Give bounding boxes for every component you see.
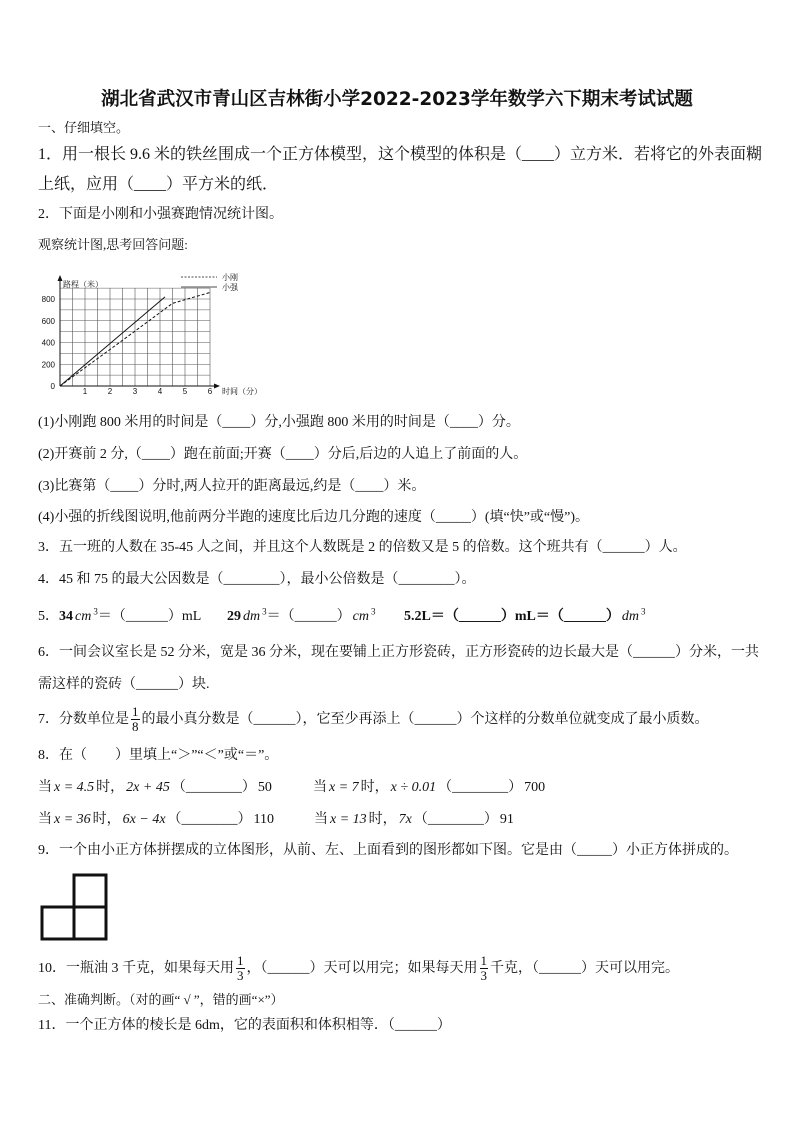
condition: x = 13	[330, 812, 367, 827]
fraction-one-eighth	[131, 705, 140, 734]
condition: x = 36	[54, 812, 91, 827]
conversion-blank: 5.2L＝（______）mL＝（______）	[404, 609, 620, 624]
compare-blank: （________）	[167, 812, 252, 827]
race-line-chart	[36, 270, 276, 400]
question-2-stem: 2．下面是小刚和小强赛跑情况统计图。	[38, 207, 283, 222]
question-2-sub-4: (4)小强的折线图说明,他前两分半跑的速度比后边几分跑的速度（_____）(填“快”或“慢”)。	[38, 510, 590, 525]
compare-blank: （________）	[413, 812, 498, 827]
question-9: 9．一个由小正方体拼摆成的立体图形，从前、左、上面看到的图形都如下图。它是由（_____）小正方体拼成的。	[38, 843, 738, 858]
unit: dm	[621, 609, 639, 624]
exponent: 3	[370, 606, 376, 617]
square-top	[74, 875, 106, 907]
x-axis-arrow	[214, 384, 220, 389]
expression: 2x + 45	[126, 780, 170, 795]
x-tick-label: 2	[107, 387, 113, 396]
section-heading-judge: 二、准确判断。（对的画“ √ ”，错的画“×”）	[38, 992, 284, 1007]
square-bottom-left	[42, 907, 74, 939]
question-8-row-2-left	[38, 810, 276, 830]
condition: x = 7	[329, 780, 359, 795]
x-tick-label: 1	[82, 387, 88, 396]
denominator: 8	[132, 719, 139, 735]
question-number: 5．	[38, 609, 59, 624]
question-4: 4．45 和 75 的最大公因数是（________），最小公倍数是（________）。	[38, 572, 476, 587]
question-1-line-1: 1．用一根长 9.6 米的铁丝围成一个正方体模型，这个模型的体积是（____）立方米．若将它的外表面糊	[38, 146, 763, 163]
y-tick-label: 200	[41, 360, 55, 370]
section-heading-fill-in: 一、仔细填空。	[38, 120, 130, 135]
expression: 6x − 4x	[122, 812, 166, 827]
question-10-pre: 10．一瓶油 3 千克，如果每天用	[38, 961, 234, 976]
fraction-one-third	[480, 954, 489, 983]
question-3: 3．五一班的人数在 35-45 人之间，并且这个人数既是 2 的倍数又是 5 的倍数。这个班共有（______）人。	[38, 540, 687, 555]
question-7	[38, 704, 709, 736]
question-2-sub-3: (3)比赛第（____）分时,两人拉开的距离最远,约是（____）米。	[38, 479, 426, 494]
exponent: 3	[262, 606, 267, 617]
y-tick-label: 600	[41, 316, 55, 326]
square-bottom-right	[74, 907, 106, 939]
page-title: 湖北省武汉市青山区吉林街小学2022-2023学年数学六下期末考试试题	[101, 89, 693, 110]
conversion-blank: ＝（______）	[266, 609, 351, 624]
when-label: 当	[313, 780, 327, 795]
question-5-part-2	[227, 605, 375, 629]
question-2-sub-1: (1)小刚跑 800 米用的时间是（____）分,小强跑 800 米用的时间是（____）分。	[38, 415, 520, 430]
then-label: 时，	[368, 812, 397, 827]
fraction-one-third	[236, 954, 245, 983]
x-tick-label: 3	[132, 387, 138, 396]
expression: x ÷ 0.01	[390, 780, 437, 795]
then-label: 时，	[360, 780, 389, 795]
when-label: 当	[314, 812, 328, 827]
question-8-row-2-right	[314, 810, 516, 830]
question-7-post: 的最小真分数是（______），它至少再添上（______）个这样的分数单位就变成了最小质数。	[141, 712, 709, 727]
question-2-sub-2: (2)开赛前 2 分,（____）跑在前面;开赛（____）分后,后边的人追上了前面的人。	[38, 447, 528, 462]
question-1-line-2: 上纸，应用（____）平方米的纸．	[38, 176, 279, 193]
denominator: 3	[237, 968, 244, 984]
series-line-2	[60, 297, 165, 386]
question-8-row-1-right	[313, 778, 547, 798]
x-tick-label: 6	[207, 387, 213, 396]
numerator: 1	[132, 704, 139, 720]
y-axis-label: 路程（米）	[63, 280, 103, 289]
question-10	[38, 953, 679, 985]
question-11: 11．一个正方体的棱长是 6dm，它的表面积和体积相等．（______）	[38, 1018, 451, 1033]
numerator: 1	[480, 953, 487, 969]
condition: x = 4.5	[54, 780, 95, 795]
x-tick-label: 4	[157, 387, 163, 396]
question-8-stem: 8．在（ ）里填上“＞”“＜”或“＝”。	[38, 748, 279, 763]
x-tick-label: 5	[182, 387, 188, 396]
when-label: 当	[38, 780, 52, 795]
compare-value: 91	[499, 812, 514, 827]
y-axis-arrow	[58, 275, 63, 281]
question-6-line-2: 需这样的瓷砖（______）块.	[38, 677, 210, 692]
y-tick-label: 0	[50, 382, 55, 391]
quantity: 29	[227, 609, 241, 624]
numerator: 1	[237, 953, 244, 969]
then-label: 时，	[96, 780, 125, 795]
question-10-post: 千克，（______）天可以用完。	[490, 961, 679, 976]
y-tick-label: 400	[41, 338, 55, 348]
compare-value: 50	[257, 780, 272, 795]
expression: 7x	[398, 812, 412, 827]
question-10-mid: ，（______）天可以用完；如果每天用	[246, 961, 478, 976]
denominator: 3	[480, 968, 487, 984]
unit: cm	[75, 609, 92, 624]
compare-blank: （________）	[438, 780, 523, 795]
question-5-part-3	[404, 605, 645, 629]
compare-value: 700	[524, 780, 546, 795]
question-6-line-1: 6．一间会议室长是 52 分米，宽是 36 分米，现在要铺上正方形瓷砖，正方形瓷砖的边长最大是（______）分米，一共	[38, 645, 759, 660]
exponent: 3	[93, 606, 98, 617]
three-view-figure	[40, 872, 110, 942]
question-8-row-1-left	[38, 778, 274, 798]
question-5-part-1	[38, 605, 201, 629]
exponent: 3	[640, 606, 646, 617]
legend-label-1: 小刚	[222, 273, 238, 282]
then-label: 时，	[92, 812, 121, 827]
compare-blank: （________）	[171, 780, 256, 795]
question-7-pre: 7．分数单位是	[38, 712, 129, 727]
question-2-prompt: 观察统计图,思考回答问题:	[38, 237, 188, 252]
conversion-blank: ＝（______）mL	[97, 609, 202, 624]
legend-label-2: 小强	[222, 283, 238, 292]
unit: cm	[352, 609, 369, 624]
compare-value: 110	[253, 812, 275, 827]
quantity: 34	[59, 609, 73, 624]
y-tick-label: 800	[41, 295, 55, 304]
x-axis-label: 时间（分）	[222, 387, 262, 396]
when-label: 当	[38, 812, 52, 827]
unit: dm	[243, 609, 261, 624]
